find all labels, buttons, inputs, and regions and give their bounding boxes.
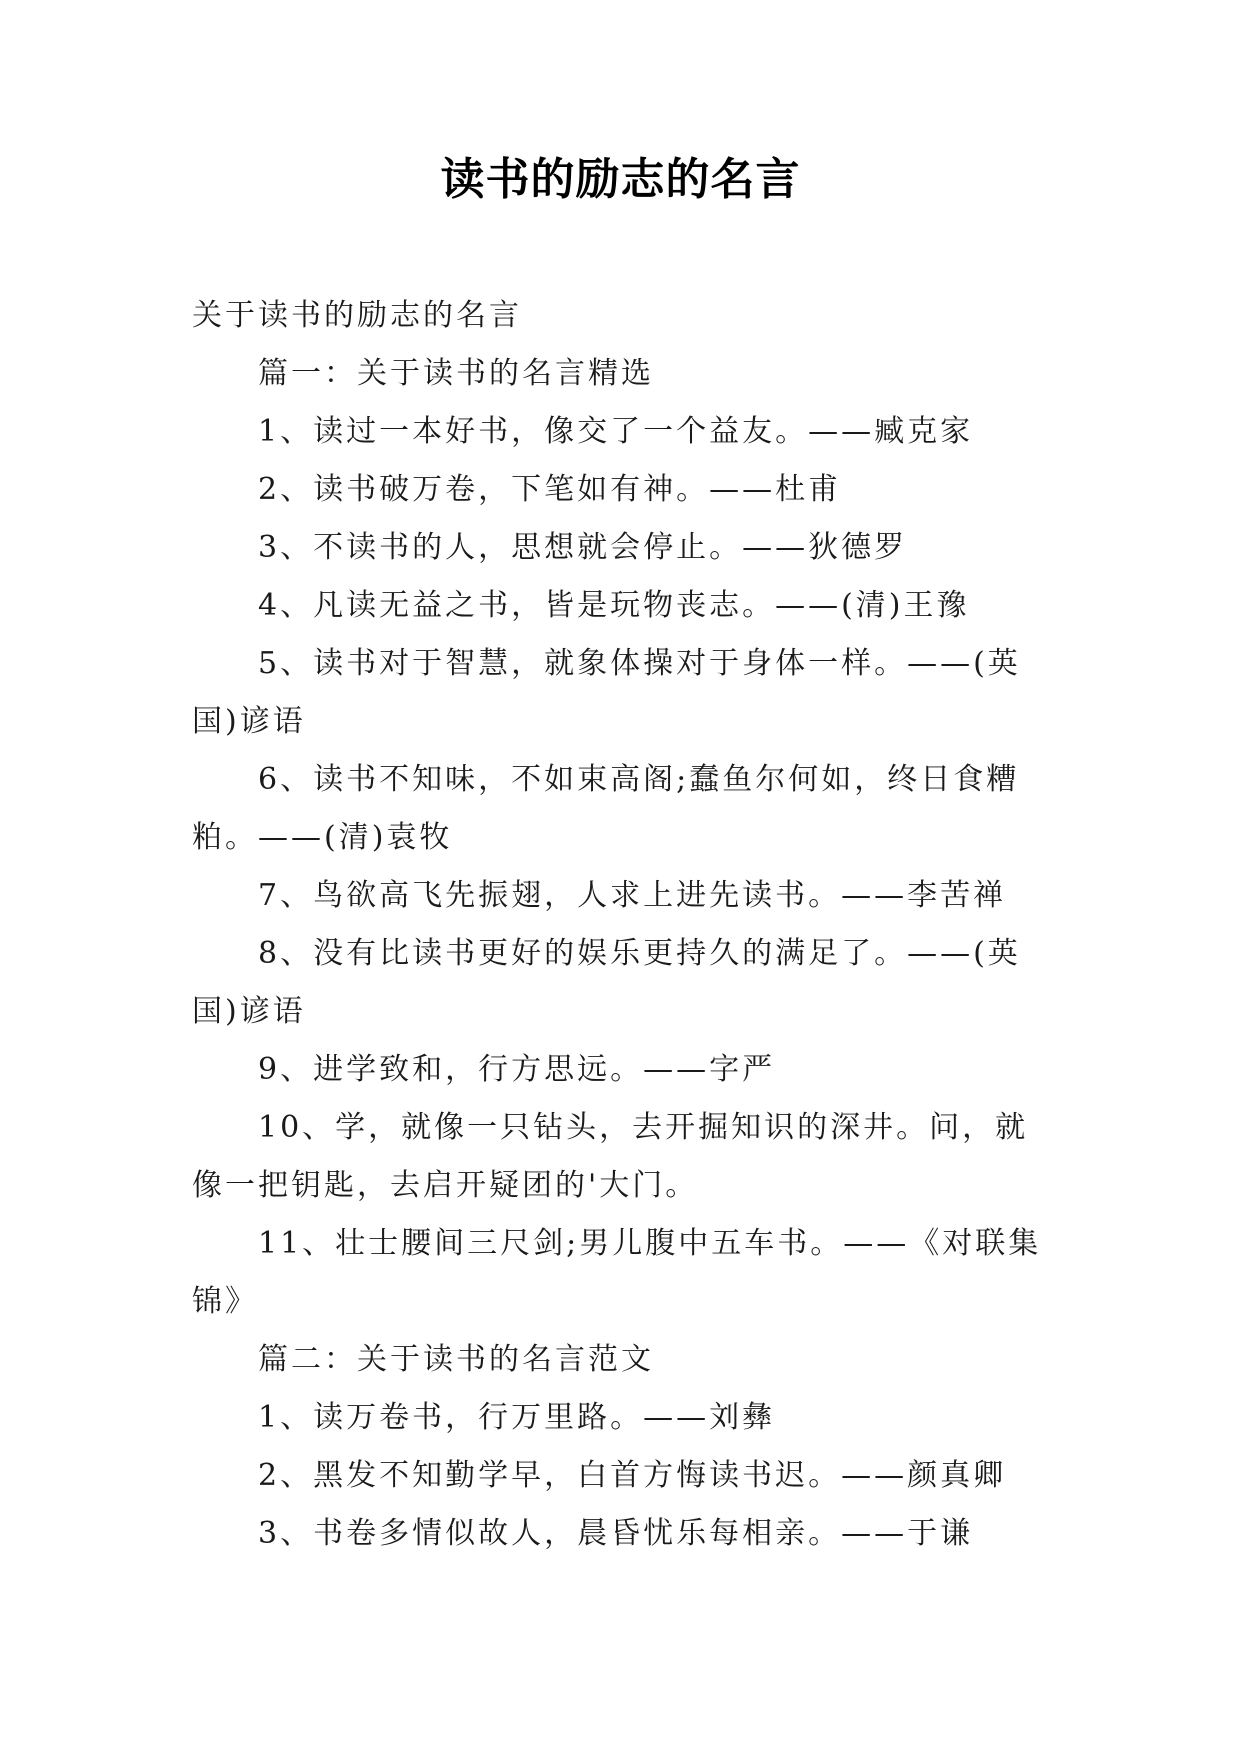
quote-item: 4、凡读无益之书，皆是玩物丧志。——(清)王豫 [258,588,970,623]
quote-item: 1、读万卷书，行万里路。——刘彝 [258,1400,776,1435]
quote-item: 5、读书对于智慧，就象体操对于身体一样。——(英国)谚语 [192,646,1021,739]
quote-item: 8、没有比读书更好的娱乐更持久的满足了。——(英国)谚语 [192,936,1021,1029]
quote-item: 7、鸟欲高飞先振翅，人求上进先读书。——李苦禅 [258,878,1007,913]
quote-item: 2、黑发不知勤学早，白首方悔读书迟。——颜真卿 [258,1458,1007,1493]
document-body [192,287,1052,1563]
quote-item: 10、学，就像一只钻头，去开掘知识的深井。问，就像一把钥匙，去启开疑团的'大门。 [192,1110,1029,1203]
section-heading-2: 篇二：关于读书的名言范文 [258,1342,654,1377]
quote-item: 11、壮士腰间三尺剑;男儿腹中五车书。——《对联集锦》 [192,1226,1042,1319]
quote-item: 9、进学致和，行方思远。——字严 [258,1052,776,1087]
quote-item: 2、读书破万卷，下笔如有神。——杜甫 [258,472,842,507]
quote-item: 3、书卷多情似故人，晨昏忧乐每相亲。——于谦 [258,1516,974,1551]
quote-item: 3、不读书的人，思想就会停止。——狄德罗 [258,530,908,565]
intro-line: 关于读书的励志的名言 [192,298,522,333]
quote-item: 6、读书不知味，不如束高阁;蠢鱼尔何如，终日食糟粕。——(清)袁牧 [192,762,1020,855]
section-heading-1: 篇一：关于读书的名言精选 [258,356,654,391]
quote-item: 1、读过一本好书，像交了一个益友。——臧克家 [258,414,974,449]
document-title: 读书的励志的名言 [440,154,801,205]
